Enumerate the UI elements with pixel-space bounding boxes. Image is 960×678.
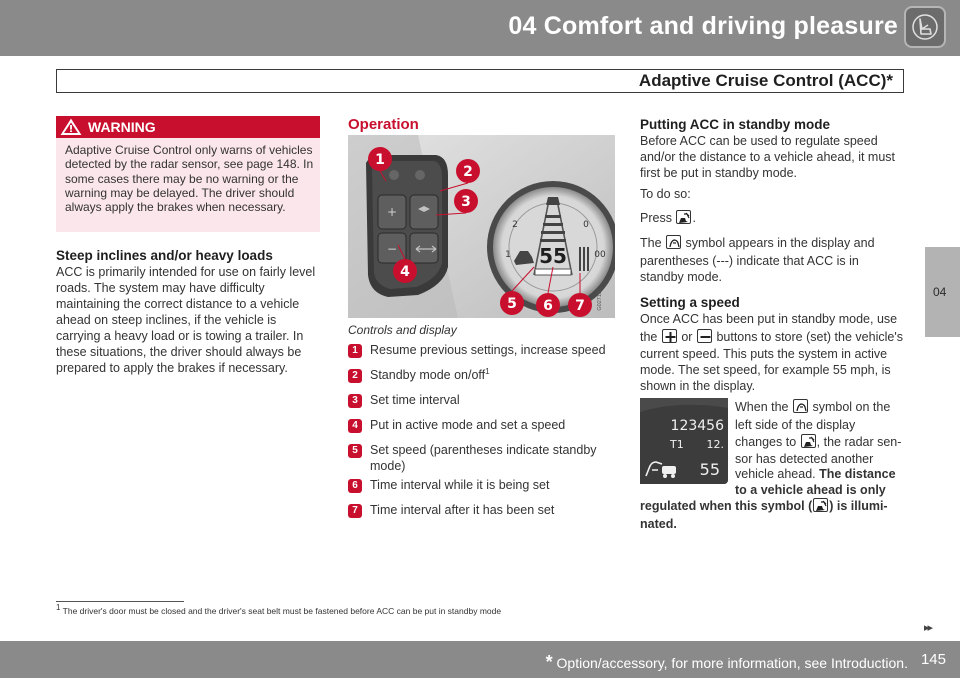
legend-text: Resume previous settings, increase speed bbox=[370, 343, 606, 357]
legend-text: Set speed (parentheses indicate standby mode) bbox=[370, 443, 597, 473]
controls-display-figure bbox=[348, 135, 615, 318]
section-title-bar bbox=[56, 69, 904, 93]
when-line-5-text: vehicle ahead. bbox=[735, 467, 816, 481]
distance-bold-line bbox=[640, 498, 888, 514]
display-odometer: 123456 bbox=[670, 418, 724, 434]
minus-button-icon bbox=[697, 329, 712, 343]
legend-text: Time interval after it has been set bbox=[370, 503, 555, 517]
svg-text:0: 0 bbox=[583, 220, 589, 230]
display-speed: 55 bbox=[699, 460, 720, 479]
symbol-line-1 bbox=[640, 235, 875, 251]
acc-vehicle-symbol-icon bbox=[801, 434, 816, 448]
acc-symbol-icon bbox=[666, 235, 681, 249]
press-line bbox=[640, 210, 696, 226]
legend-text: Standby mode on/off bbox=[370, 368, 486, 382]
warning-triangle-icon bbox=[60, 118, 82, 141]
warning-text: Adaptive Cruise Control only warns of vehicles detected by the radar sensor, see page 148. In some cases there may be no warning or the warning may be delayed. The driver should always apply the brakes when necessary. bbox=[65, 143, 314, 215]
display-t1: T1 bbox=[670, 438, 684, 451]
seat-icon bbox=[904, 6, 946, 48]
distance-bold-e: nated. bbox=[640, 517, 677, 531]
footnote-divider bbox=[56, 601, 184, 602]
when-a: When the bbox=[735, 400, 789, 414]
when-line-1 bbox=[735, 399, 890, 415]
legend-text: Put in active mode and set a speed bbox=[370, 418, 566, 432]
svg-text:00: 00 bbox=[594, 250, 606, 260]
speed-heading: Setting a speed bbox=[640, 295, 740, 310]
acc-button-icon bbox=[676, 210, 691, 224]
acc-standby-symbol-icon bbox=[793, 399, 808, 413]
callout-1: 1 bbox=[375, 152, 385, 168]
warning-title: WARNING bbox=[88, 119, 156, 135]
callout-4: 4 bbox=[400, 264, 410, 280]
figure-caption: Controls and display bbox=[348, 323, 457, 337]
warning-header bbox=[56, 116, 320, 138]
steep-text: ACC is primarily intended for use on fairly level roads. The system may have difficulty maintaining the correct distance to a vehicle ahead on steep inclines, if the vehicle is carrying a heavy load or is towing a trailer. In these situations, the driver should always be prepared to apply the brakes if necessary. bbox=[56, 265, 316, 375]
chapter-side-tab[interactable] bbox=[925, 247, 960, 337]
callout-7: 7 bbox=[575, 298, 585, 314]
press-text: Press bbox=[640, 211, 672, 225]
page-footer bbox=[0, 641, 960, 678]
svg-text:1: 1 bbox=[505, 250, 511, 260]
figure-code: G027133 bbox=[597, 288, 603, 311]
legend-number: 1 bbox=[348, 344, 362, 358]
when-line-2: left side of the display bbox=[735, 418, 856, 432]
when-line-3 bbox=[735, 434, 901, 450]
callout-6: 6 bbox=[543, 298, 553, 314]
display-trip: 12. bbox=[706, 438, 724, 451]
warning-box bbox=[56, 116, 320, 232]
standby-text: Before ACC can be used to regulate speed and/or the distance to a vehicle ahead, it must first be put in standby mode. bbox=[640, 134, 896, 180]
speed-line-2 bbox=[640, 329, 903, 345]
speed-line-2b: or bbox=[681, 330, 693, 344]
legend-text: Set time interval bbox=[370, 393, 460, 407]
legend-text: Time interval while it is being set bbox=[370, 478, 550, 492]
legend-number: 4 bbox=[348, 419, 362, 433]
chapter-title: 04 Comfort and driving pleasure bbox=[508, 12, 898, 40]
page-number: 145 bbox=[920, 651, 946, 668]
distance-bold-a: The distance bbox=[819, 467, 896, 481]
footnote-text: The driver's door must be closed and the driver's seat belt must be fastened before ACC can be put in standby mode bbox=[62, 606, 502, 616]
to-do-so-text: To do so: bbox=[640, 187, 691, 201]
acc-illuminated-symbol-icon bbox=[813, 498, 828, 512]
speed-line-1: Once ACC has been put in standby mode, use bbox=[640, 312, 898, 326]
footer-note-text: Option/accessory, for more information, see Introduction. bbox=[556, 655, 908, 671]
when-line-5 bbox=[735, 466, 896, 482]
footer-note bbox=[546, 652, 908, 673]
callout-5: 5 bbox=[507, 296, 517, 312]
svg-text:2: 2 bbox=[512, 220, 518, 230]
display-illustration bbox=[640, 398, 728, 484]
callout-3: 3 bbox=[461, 194, 471, 210]
speed-line-2c: buttons to store (set) the vehicle's bbox=[716, 330, 903, 344]
speed-line-3: current speed. This puts the system in active bbox=[640, 347, 888, 361]
footnote-number: 1 bbox=[56, 603, 61, 613]
when-b: symbol on the bbox=[812, 400, 891, 414]
operation-heading: Operation bbox=[348, 116, 419, 133]
when-line-4: sor has detected another bbox=[735, 452, 874, 466]
distance-bold-d: ) is illumi- bbox=[829, 499, 888, 513]
plus-button-icon bbox=[662, 329, 677, 343]
press-end: . bbox=[692, 211, 696, 225]
steep-heading: Steep inclines and/or heavy loads bbox=[56, 248, 273, 263]
when-line-3b: , the radar sen- bbox=[816, 435, 902, 449]
legend-number: 2 bbox=[348, 369, 362, 383]
legend-text-wrap bbox=[370, 368, 616, 384]
symbol-text-a: symbol appears in the display and bbox=[685, 236, 875, 250]
distance-bold-c: regulated when this symbol ( bbox=[640, 499, 813, 513]
when-line-3a: changes to bbox=[735, 435, 797, 449]
legend-number: 7 bbox=[348, 504, 362, 518]
footer-asterisk: * bbox=[545, 652, 553, 672]
legend-number: 3 bbox=[348, 394, 362, 408]
callout-2: 2 bbox=[463, 164, 473, 180]
symbol-text-c: standby mode. bbox=[640, 270, 722, 284]
legend-number: 5 bbox=[348, 444, 362, 458]
svg-text:−: − bbox=[386, 242, 398, 256]
the-text: The bbox=[640, 236, 662, 250]
next-page-arrows[interactable]: ▸▸ bbox=[924, 622, 932, 634]
chapter-header bbox=[0, 0, 960, 56]
speed-line-4: mode. The set speed, for example 55 mph, is bbox=[640, 363, 891, 377]
symbol-text-b: parentheses (---) indicate that ACC is in bbox=[640, 254, 859, 268]
distance-bold-b: to a vehicle ahead is only bbox=[735, 483, 886, 497]
section-title: Adaptive Cruise Control (ACC)* bbox=[638, 71, 893, 90]
standby-heading: Putting ACC in standby mode bbox=[640, 117, 830, 132]
speed-line-2a: the bbox=[640, 330, 658, 344]
figure-speed-readout: 55 bbox=[539, 244, 567, 268]
side-tab-label: 04 bbox=[933, 285, 947, 299]
svg-text:+: + bbox=[386, 205, 398, 219]
speed-line-5: shown in the display. bbox=[640, 379, 756, 393]
footnote-ref[interactable]: 1 bbox=[485, 366, 490, 376]
footnote bbox=[56, 603, 502, 616]
legend-number: 6 bbox=[348, 479, 362, 493]
